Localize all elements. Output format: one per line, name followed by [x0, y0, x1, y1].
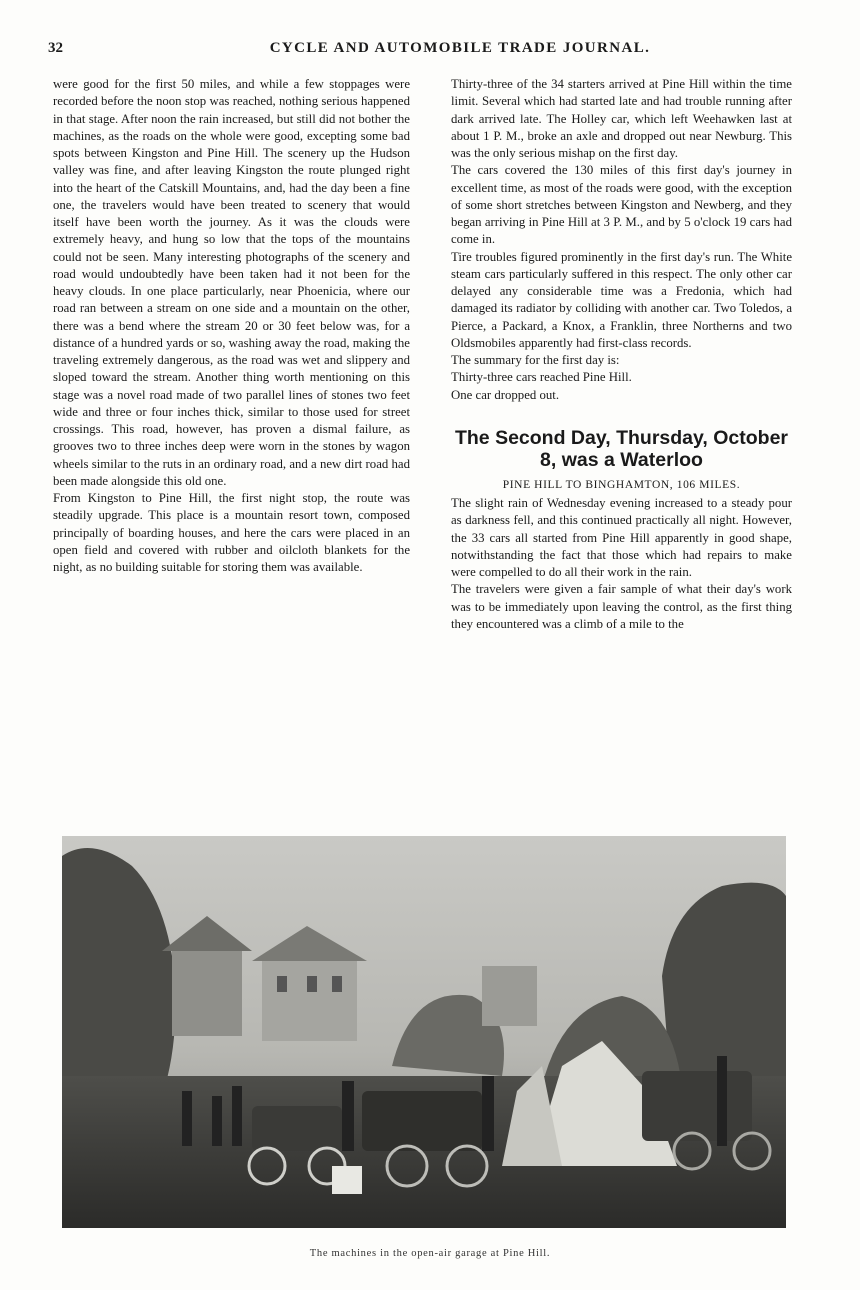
left-paragraph-2: From Kingston to Pine Hill, the first night stop, the route was steadily upgrade. This place is a mountain resort town, composed principally of boarding houses, and here the cars were placed in an open field and covered with rubber and oilcloth blankets for the night, as no building suitable for storing them was available.	[53, 491, 410, 574]
running-head: CYCLE AND AUTOMOBILE TRADE JOURNAL.	[269, 40, 651, 56]
photo-caption: The machines in the open-air garage at Pine Hill.	[309, 1248, 551, 1259]
section-heading: The Second Day, Thursday, October 8, was a Waterloo	[454, 426, 788, 471]
page-number: 32	[48, 40, 63, 56]
right-column	[451, 76, 792, 633]
right-paragraph-1: Thirty-three of the 34 starters arrived at Pine Hill within the time limit. Several which had started late and had trouble running after dark arrived late. The Holley car, which left Weehawken last at about 1 P. M., broke an axle and dropped out near Newburg. This was the only serious mishap on the first day.	[451, 77, 792, 160]
summary-line-1: Thirty-three cars reached Pine Hill.	[451, 370, 632, 385]
summary-line-2: One car dropped out.	[451, 387, 560, 402]
photograph-open-air-garage	[62, 836, 786, 1228]
right-paragraph-3: Tire troubles figured prominently in the first day's run. The White steam cars particularly suffered in this respect. The only other car delayed any considerable time was a Fredonia, which had damaged its radiator by colliding with another car. Two Toledos, a Pierce, a Packard, a Knox, a Franklin, three Northerns and two Oldsmobiles apparently had first-class records.	[451, 249, 792, 350]
section-subheading: PINE HILL TO BINGHAMTON, 106 MILES.	[502, 478, 741, 491]
summary-intro: The summary for the first day is:	[451, 353, 620, 367]
left-paragraph-1: were good for the first 50 miles, and while a few stoppages were recorded before the noon stop was reached, nothing serious happened in that stage. After noon the rain increased, but still did not bother the machines, as the roads on the whole were good, excepting some bad spots between Kingston and Pine Hill. The scenery up the Hudson valley was fine, and after leaving Kingston the route plunged right into the heart of the Catskill Mountains, and, had the day been a fine one, the travelers would have been treated to scenery that would itself have been worth the journey. As it was the clouds were extremely heavy, and hung so low that the tops of the mountains could not be seen. Many interesting photographs of the scenery and road would undoubtedly have been taken had it not been for the heavy clouds. In one place particularly, near Phoenicia, where our road ran between a stream on one side and a mountain on the other, there was a bend where the stream 20 or 30 feet below was, for a distance of a hundred yards or so, washing away the road, making the traveling extremely dangerous, as the road was wet and slippery and sloped toward the stream. Another thing worth mentioning on this stage was a novel road made of two parallel lines of stones two feet wide and three or four inches thick, similar to those used for street crossings. This road, however, has proven a dismal failure, as grooves two to three inches deep were worn in the stones by wagon wheels similar to the ruts in an ordinary road, and a new dirt road had been made alongside this old one.	[53, 77, 410, 488]
left-column	[53, 76, 410, 576]
right-paragraph-4: The slight rain of Wednesday evening increased to a steady pour as darkness fell, and this continued practically all night. However, the 33 cars all started from Pine Hill apparently in good shape, notwithstanding the fact that those which had repairs to make were compelled to do all their work in the rain.	[451, 496, 792, 579]
right-paragraph-2: The cars covered the 130 miles of this first day's journey in excellent time, as most of the roads were good, with the exception of some short stretches between Kingston and Newberg, and they began arriving in Pine Hill at 3 P. M., and by 5 o'clock 19 cars had come in.	[451, 163, 792, 247]
right-paragraph-5: The travelers were given a fair sample of what their day's work was to be immediately upon leaving the control, as the first thing they encountered was a climb of a mile to the	[451, 582, 792, 631]
